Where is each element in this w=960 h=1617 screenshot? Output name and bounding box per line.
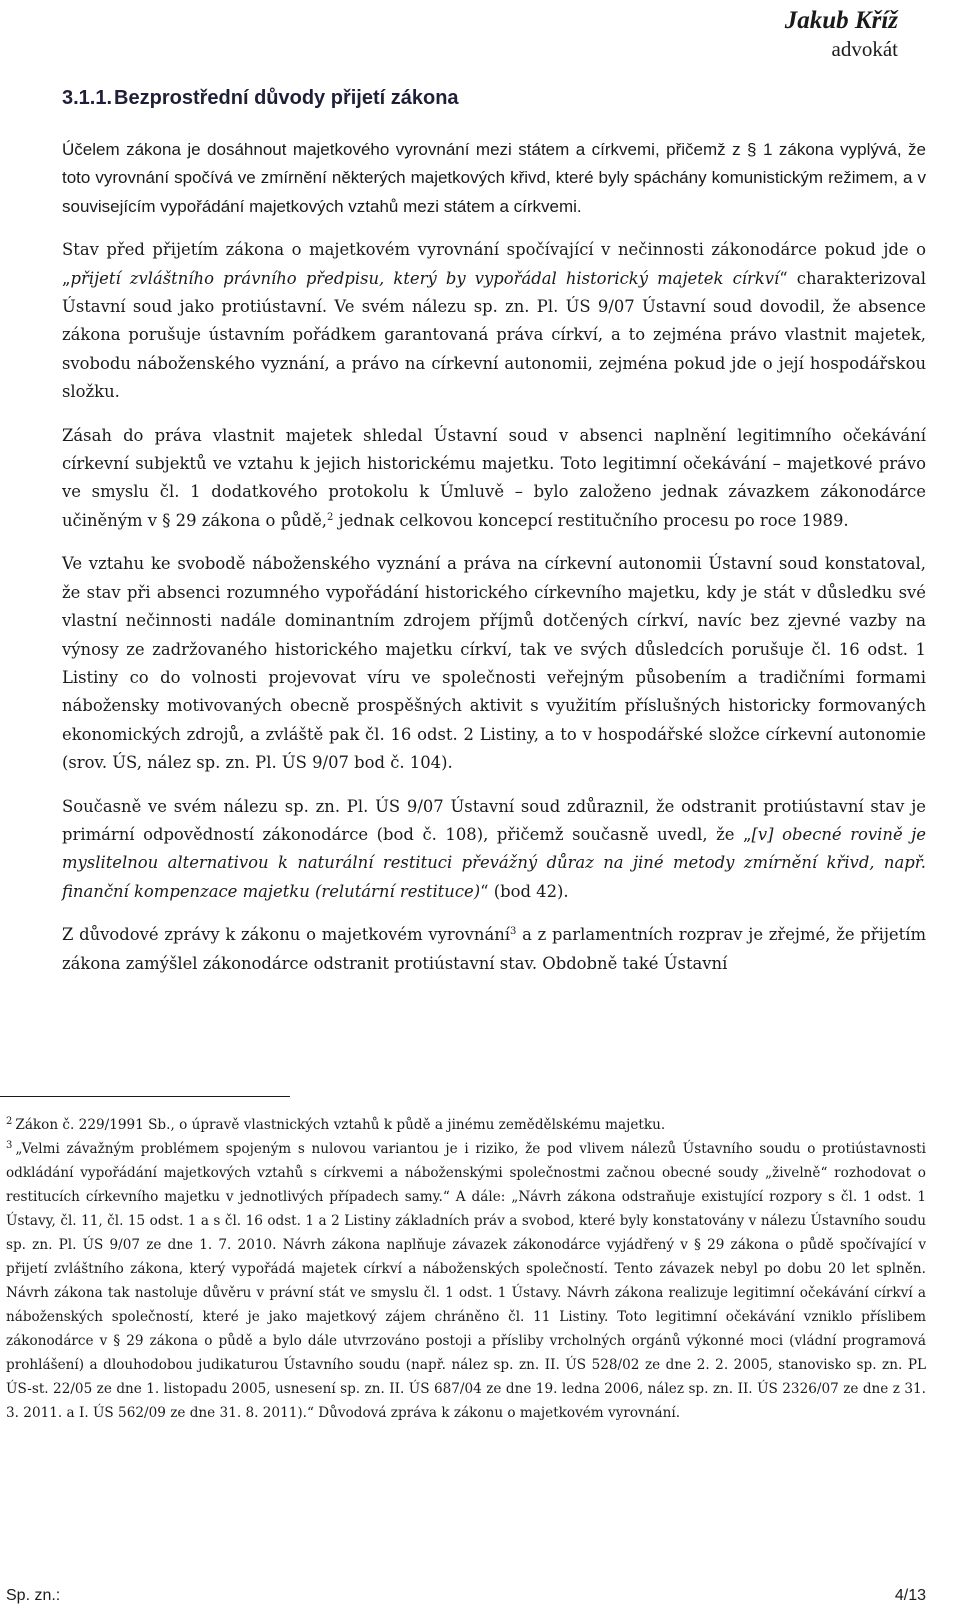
section-number: 3.1.1. <box>62 87 113 109</box>
page-footer <box>6 1584 926 1608</box>
paragraph-prior-state-quote: přijetí zvláštního právního předpisu, který by vypořádal historický majetek církví <box>70 268 780 288</box>
paragraph-religious-freedom: Ve vztahu ke svobodě náboženského vyznání a práva na církevní autonomii Ústavní soud konstatoval, že stav při absenci rozumného vypořádání historického církevního majetku, kdy je stát v důsledku své vlastní nečinnosti nadále dominantním zdrojem příjmů dotčených církví, navíc bez zjevné vazby na výnosy ze zadržovaného historického majetku církví, tak ve svých důsledcích porušuje čl. 16 odst. 1 Listiny co do volnosti projevovat víru ve společnosti veřejným působením a tradičními formami nábožensky motivovaných obecně prospěšných aktivit s využitím příslušných historicky formovaných ekonomických zdrojů, a zvláště pak čl. 16 odst. 2 Listiny, a to v hospodářské složce církevní autonomie (srov. ÚS, nález sp. zn. Pl. ÚS 9/07 bod č. 104). <box>62 554 926 773</box>
footnotes <box>6 1113 926 1425</box>
paragraph-prior-state-text-b: “ charakterizoval Ústavní soud jako protiústavní. Ve svém nálezu sp. zn. Pl. ÚS 9/07 Ústavní soud dovodil, že absence zákona porušuje ústavním pořádkem garantovaná práva církví, a to zejména právo vlastnit majetek, svobodu náboženského vyznání, a právo na církevní autonomii, zejména pokud jde o její hospodářskou složku. <box>62 268 926 402</box>
section-heading <box>62 84 459 112</box>
paragraph-report-text-b: a z parlamentních rozprav je zřejmé, že přijetím zákona zamýšlel zákonodárce odstranit protiústavní stav. Obdobně také Ústavní <box>62 925 926 973</box>
footnote-separator <box>0 1096 290 1097</box>
paragraph-court-text-b: “ (bod 42). <box>480 881 569 901</box>
paragraph-property-text-b: jednak celkovou koncepcí restitučního procesu po roce 1989. <box>333 510 849 530</box>
footnote-3-mark: 3 <box>6 1140 13 1151</box>
footnote-3-text: „Velmi závažným problémem spojeným s nulovou variantou je i riziko, že pod vlivem nálezů Ústavního soudu o protiústavnosti odkládání vypořádání majetkových vztahů s církvemi a náboženskými společnostmi začnou obecné soudy „živelně“ rozhodovat o restitucích církevního majetku v jednotlivých případech samy.“ A dále: „Návrh zákona odstraňuje existující rozpory s čl. 1 odst. 1 Ústavy, čl. 11, čl. 15 odst. 1 a s čl. 16 odst. 1 a 2 Listiny základních práv a svobod, které byly konstatovány v nálezu Ústavního soudu sp. zn. Pl. ÚS 9/07 ze dne 1. 7. 2010. Návrh zákona naplňuje závazek zákonodárce vyjádřený v § 29 zákona o půdě spočívající v přijetí zvláštního zákona, který vypořádá majetek církví a náboženských společností. Tento závazek nebyl po dobu 20 let splněn. Návrh zákona tak nastoluje důvěru v právní stát ve smyslu čl. 1 odst. 1 Ústavy. Návrh zákona realizuje legitimní očekávání církví a náboženských společností, které je jako majetkový zájem chráněno čl. 11 Listiny. Toto legitimní očekávání vzniklo příslibem zákonodárce v § 29 zákona o půdě a bylo dále utvrzováno postoji a přísliby vrcholných orgánů výkonné moci (vládní programová prohlášení) a dlouhodobou judikaturou Ústavního soudu (např. nález sp. zn. II. ÚS 528/02 ze dne 2. 2. 2005, stanovisko sp. zn. PL ÚS-st. 22/05 ze dne 1. listopadu 2005, usnesení sp. zn. II. ÚS 687/04 ze dne 19. ledna 2006, nález sp. zn. II. ÚS 2326/07 ze dne z 31. 3. 2011. a I. ÚS 562/09 ze dne 31. 8. 2011).“ Důvodová zpráva k zákonu o majetkovém vyrovnání. <box>6 1141 926 1421</box>
paragraph-report-text-a: Z důvodové zprávy k zákonu o majetkovém vyrovnání <box>62 925 511 945</box>
body-text <box>62 136 926 978</box>
footnote-2-text: Zákon č. 229/1991 Sb., o úpravě vlastnických vztahů k půdě a jinému zemědělskému majetku. <box>15 1117 666 1133</box>
paragraph-court-quote: [v] obecné rovině je myslitelnou alternativou k naturální restituci převážný důraz na jiné metody zmírnění křivd, např. finanční kompenzace majetku (relutární restituce) <box>62 824 926 901</box>
paragraph-court-text-a: Současně ve svém nálezu sp. zn. Pl. ÚS 9/07 Ústavní soud zdůraznil, že odstranit protiústavní stav je primární odpovědností zákonodárce (bod č. 108), přičemž současně uvedl, že „ <box>62 796 926 844</box>
paragraph-prior-state-text-a: Stav před přijetím zákona o majetkovém vyrovnání spočívající v nečinnosti zákonodárce pokud jde o „ <box>62 240 926 288</box>
section-title: Bezprostřední důvody přijetí zákona <box>114 87 459 109</box>
page-header <box>785 6 898 62</box>
author-name: Jakub Kříž <box>784 7 898 34</box>
footnote-3 <box>6 1137 926 1425</box>
author-role: advokát <box>831 37 898 61</box>
reference-label: Sp. zn.: <box>6 1587 61 1604</box>
paragraph-property-text-a: Zásah do práva vlastnit majetek shledal Ústavní soud v absenci naplnění legitimního očekávání církevní subjektů ve vztahu k jejich historickému majetku. Toto legitimní očekávání – majetkové právo ve smyslu čl. 1 dodatkového protokolu k Úmluvě – bylo založeno jednak závazkem zákonodárce učiněným v § 29 zákona o půdě, <box>62 425 926 530</box>
paragraph-constitutional-court <box>62 793 926 907</box>
paragraph-prior-state <box>62 236 926 406</box>
footnote-2 <box>6 1113 926 1137</box>
page-number: 4/13 <box>894 1587 926 1604</box>
paragraph-purpose: Účelem zákona je dosáhnout majetkového vyrovnání mezi státem a církvemi, přičemž z § 1 zákona vyplývá, že toto vyrovnání spočívá ve zmírnění některých majetkových křivd, které byly spáchány komunistickým režimem, a v souvisejícím vypořádání majetkových vztahů mezi státem a církvemi. <box>62 140 926 216</box>
footnote-2-mark: 2 <box>6 1116 13 1127</box>
paragraph-explanatory-report <box>62 921 926 978</box>
paragraph-property-interference <box>62 422 926 536</box>
footnote-ref-3[interactable]: 3 <box>510 926 517 938</box>
footnote-ref-2[interactable]: 2 <box>327 511 334 523</box>
